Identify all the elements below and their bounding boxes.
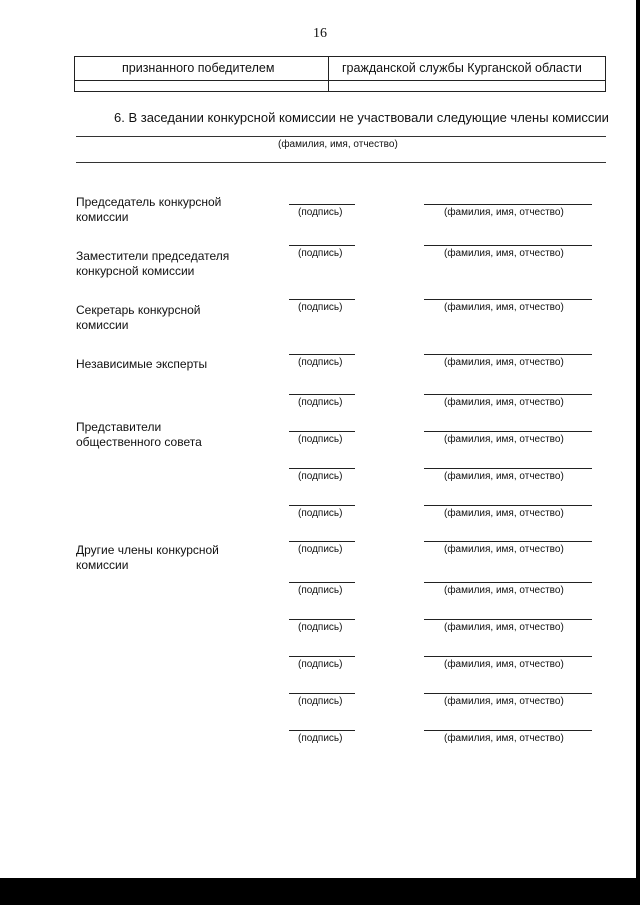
role-label-independent-experts: Независимые эксперты: [76, 357, 208, 371]
table-top-border: [74, 56, 606, 57]
signature-line: [289, 468, 355, 469]
role-label-secretary: Секретарь конкурсной комиссии: [76, 303, 201, 332]
name-line: [424, 693, 592, 694]
signature-line: [289, 656, 355, 657]
signature-line: [289, 354, 355, 355]
name-caption: (фамилия, имя, отчество): [444, 248, 564, 259]
signature-line: [289, 299, 355, 300]
signature-caption: (подпись): [298, 248, 343, 259]
name-caption: (фамилия, имя, отчество): [444, 207, 564, 218]
table-row-border: [74, 80, 606, 81]
name-line: [424, 431, 592, 432]
top-table: [74, 56, 606, 92]
name-caption: (фамилия, имя, отчество): [444, 733, 564, 744]
table-middle-border: [328, 56, 329, 92]
absent-members-line-2: [76, 162, 606, 163]
name-caption: (фамилия, имя, отчество): [444, 585, 564, 596]
role-label-public-council: Представители общественного совета: [76, 420, 202, 449]
absent-members-fio-caption: (фамилия, имя, отчество): [278, 139, 398, 150]
name-line: [424, 204, 592, 205]
signature-line: [289, 730, 355, 731]
signature-caption: (подпись): [298, 397, 343, 408]
signature-caption: (подпись): [298, 622, 343, 633]
signature-line: [289, 505, 355, 506]
name-line: [424, 582, 592, 583]
signature-line: [289, 204, 355, 205]
name-line: [424, 656, 592, 657]
page-edge-right: [636, 0, 640, 905]
signature-caption: (подпись): [298, 434, 343, 445]
name-line: [424, 245, 592, 246]
signature-line: [289, 394, 355, 395]
signature-caption: (подпись): [298, 585, 343, 596]
signature-caption: (подпись): [298, 544, 343, 555]
name-line: [424, 394, 592, 395]
role-label-other-members: Другие члены конкурсной комиссии: [76, 543, 219, 572]
table-right-border: [605, 56, 606, 92]
signature-caption: (подпись): [298, 508, 343, 519]
signature-line: [289, 245, 355, 246]
name-caption: (фамилия, имя, отчество): [444, 696, 564, 707]
page-number: 16: [313, 26, 327, 41]
name-line: [424, 468, 592, 469]
name-caption: (фамилия, имя, отчество): [444, 434, 564, 445]
signature-caption: (подпись): [298, 207, 343, 218]
name-caption: (фамилия, имя, отчество): [444, 397, 564, 408]
table-right-cell: гражданской службы Курганской области: [342, 61, 582, 75]
table-bottom-border: [74, 91, 606, 92]
signature-caption: (подпись): [298, 696, 343, 707]
signature-line: [289, 619, 355, 620]
signature-caption: (подпись): [298, 659, 343, 670]
name-caption: (фамилия, имя, отчество): [444, 508, 564, 519]
signature-line: [289, 582, 355, 583]
signature-caption: (подпись): [298, 302, 343, 313]
signature-caption: (подпись): [298, 357, 343, 368]
table-left-cell: признанного победителем: [122, 61, 275, 75]
signature-line: [289, 541, 355, 542]
role-label-chairman: Председатель конкурсной комиссии: [76, 195, 222, 224]
page-edge-bottom: [0, 878, 640, 905]
name-caption: (фамилия, имя, отчество): [444, 302, 564, 313]
section-heading: 6. В заседании конкурсной комиссии не участвовали следующие члены комиссии: [114, 110, 609, 125]
name-caption: (фамилия, имя, отчество): [444, 471, 564, 482]
signature-line: [289, 431, 355, 432]
name-line: [424, 541, 592, 542]
name-line: [424, 354, 592, 355]
absent-members-line-1: [76, 136, 606, 137]
role-label-deputy-chairmen: Заместители председателя конкурсной комиссии: [76, 249, 230, 278]
signature-caption: (подпись): [298, 471, 343, 482]
signature-line: [289, 693, 355, 694]
table-left-border: [74, 56, 75, 92]
name-caption: (фамилия, имя, отчество): [444, 659, 564, 670]
name-line: [424, 730, 592, 731]
name-line: [424, 619, 592, 620]
name-caption: (фамилия, имя, отчество): [444, 544, 564, 555]
signature-caption: (подпись): [298, 733, 343, 744]
name-caption: (фамилия, имя, отчество): [444, 622, 564, 633]
name-line: [424, 299, 592, 300]
name-line: [424, 505, 592, 506]
name-caption: (фамилия, имя, отчество): [444, 357, 564, 368]
